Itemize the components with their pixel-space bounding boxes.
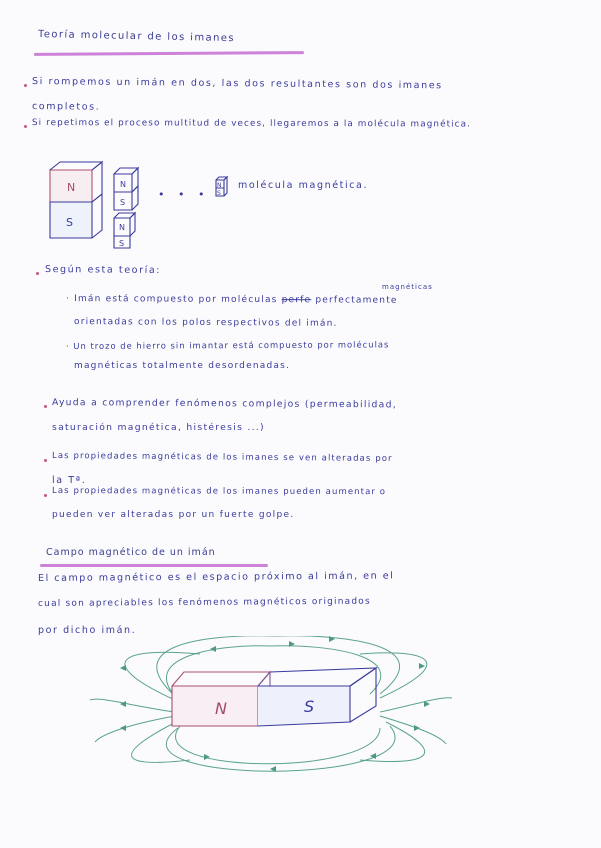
title-underline <box>40 564 268 567</box>
bullet-dot <box>44 459 47 462</box>
bullet-dot <box>24 84 27 87</box>
bullet-text-line: Si rompemos un imán en dos, las dos resultantes son dos imanes <box>31 76 443 92</box>
bullet-dot <box>44 494 47 497</box>
cube-label-n-tiny: N <box>217 182 222 189</box>
inserted-word-magneticas: magnéticas <box>382 283 433 291</box>
title-underline <box>34 51 304 56</box>
cube-label-s-small: S <box>119 239 125 248</box>
sub-bullet-text: perfectamente <box>315 295 398 306</box>
bullet-text-line: Las propiedades magnéticas de los imanes pueden aumentar o <box>51 486 387 498</box>
cube-label-s-small: S <box>120 198 126 207</box>
cube-label-n: N <box>67 181 76 194</box>
title-campo-magnetico: Campo magnético de un imán <box>46 547 216 558</box>
sub-bullet-line: · Imán está compuesto por moléculas perfe perfectamente <box>65 294 398 306</box>
cube-label-s: S <box>66 216 73 229</box>
title-teoria-molecular: Teoría molecular de los imanes <box>37 29 236 45</box>
bullet-dot <box>24 125 27 128</box>
bar-magnet-north-label: N <box>215 699 227 718</box>
ellipsis-dots: • • • <box>158 188 210 201</box>
molecula-label: molécula magnética. <box>238 180 369 191</box>
paragraph-line: cual son apreciables los fenómenos magnéticos originados <box>37 596 371 609</box>
magnetic-field-drawing <box>80 636 460 778</box>
bullet-heading-segun: Según esta teoría: <box>44 264 162 277</box>
bullet-dot <box>36 272 39 275</box>
magnet-cubes-drawing <box>40 158 420 258</box>
sub-bullet-line: orientadas con los polos respectivos del imán. <box>73 317 338 329</box>
cube-label-s-tiny: S <box>217 190 221 197</box>
sub-bullet-text: Imán está compuesto por moléculas <box>74 294 278 306</box>
paragraph-line: por dicho imán. <box>38 625 137 636</box>
bullet-text-line: completos. <box>31 101 101 113</box>
sub-bullet-line: magnéticas totalmente desordenadas. <box>74 361 291 371</box>
bullet-text-line: Las propiedades magnéticas de los imanes se ven alteradas por <box>51 451 393 464</box>
sub-bullet-line: · Un trozo de hierro sin imantar está compuesto por moléculas <box>65 339 390 351</box>
sub-bullet-text: Un trozo de hierro sin imantar está compuesto por moléculas <box>73 339 390 351</box>
bullet-text-line: saturación magnética, histéresis ...) <box>52 422 265 433</box>
paragraph-line: El campo magnético es el espacio próximo al imán, en el <box>37 570 395 584</box>
cube-label-n-small: N <box>119 223 125 232</box>
cube-label-n-small: N <box>120 180 126 189</box>
bullet-dot <box>44 405 47 408</box>
struck-word: perfe <box>281 295 312 306</box>
bar-magnet-south-label: S <box>304 697 315 716</box>
bullet-text-line: la Tª. <box>52 475 87 486</box>
bullet-text-line: Ayuda a comprender fenómenos complejos (permeabilidad, <box>51 397 398 411</box>
bullet-text-line: Si repetimos el proceso multitud de veces, llegaremos a la molécula magnética. <box>31 118 472 130</box>
bullet-text-line: pueden ver alteradas por un fuerte golpe. <box>52 510 295 520</box>
